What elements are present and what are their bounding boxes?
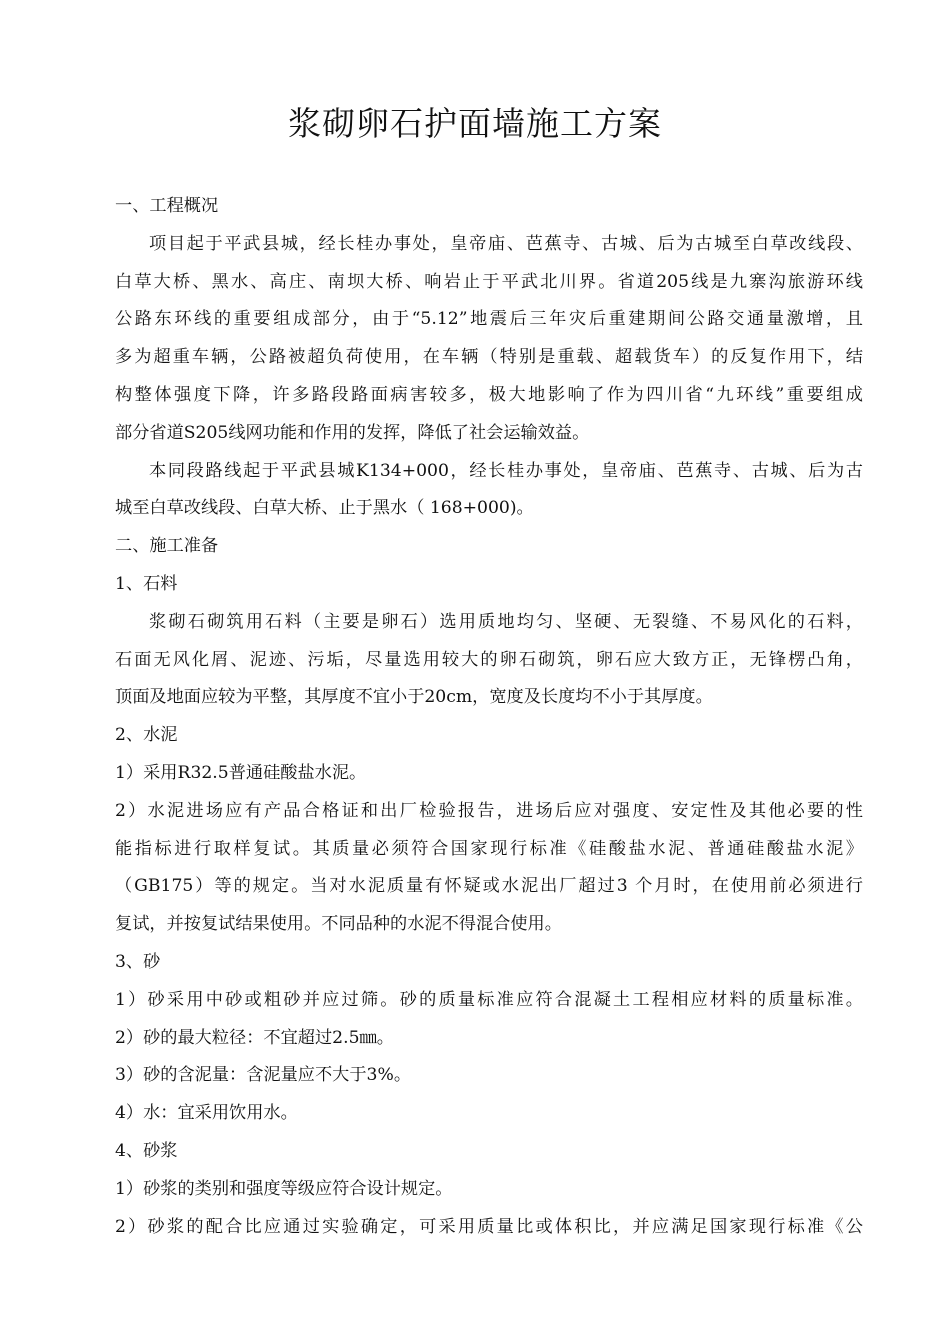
text-line: 3）砂的含泥量：含泥量应不大于3%。 — [115, 1065, 412, 1086]
text-line: 1）砂采用中砂或粗砂并应过筛。砂的质量标准应符合混凝土工程相应材料的质量标准。 — [115, 989, 863, 1010]
text-line: 能指标进行取样复试。其质量必须符合国家现行标准《硅酸盐水泥、普通硅酸盐水泥》 — [115, 838, 863, 859]
text-line: 项目起于平武县城，经长桂办事处，皇帝庙、芭蕉寺、古城、后为古城至白草改线段、 — [149, 233, 863, 254]
text-line: 公路东环线的重要组成部分，由于“5.12”地震后三年灾后重建期间公路交通量激增，且 — [115, 309, 863, 330]
text-line: 2、水泥 — [115, 725, 178, 746]
text-line: 本同段路线起于平武县城K134+000，经长桂办事处，皇帝庙、芭蕉寺、古城、后为古 — [149, 460, 863, 481]
text-line: 顶面及地面应较为平整，其厚度不宜小于20cm，宽度及长度均不小于其厚度。 — [115, 687, 713, 708]
text-line: 二、施工准备 — [115, 536, 219, 557]
text-line: 石面无风化屑、泥迹、污垢，尽量选用较大的卵石砌筑，卵石应大致方正，无锋楞凸角， — [115, 649, 863, 670]
text-line: 部分省道S205线网功能和作用的发挥，降低了社会运输效益。 — [115, 422, 590, 443]
text-line: 2）砂的最大粒径：不宜超过2.5㎜。 — [115, 1027, 394, 1048]
text-line: 构整体强度下降，许多路段路面病害较多，极大地影响了作为四川省“九环线”重要组成 — [115, 384, 863, 405]
text-line: 1、石料 — [115, 573, 178, 594]
text-line: 浆砌石砌筑用石料（主要是卵石）选用质地均匀、坚硬、无裂缝、不易风化的石料， — [149, 611, 863, 632]
text-line: 多为超重车辆，公路被超负荷使用，在车辆（特别是重载、超载货车）的反复作用下，结 — [115, 347, 863, 368]
text-line: 4）水：宜采用饮用水。 — [115, 1103, 298, 1124]
document-body — [115, 188, 863, 1246]
text-line: 复试，并按复试结果使用。不同品种的水泥不得混合使用。 — [115, 914, 562, 935]
text-line: 2）砂浆的配合比应通过实验确定，可采用质量比或体积比，并应满足国家现行标准《公 — [115, 1216, 863, 1237]
text-line: 3、砂 — [115, 951, 161, 972]
text-line: 一、工程概况 — [115, 196, 219, 216]
text-line: 城至白草改线段、白草大桥、止于黑水（ 168+000)。 — [115, 498, 534, 519]
text-line: （GB175）等的规定。当对水泥质量有怀疑或水泥出厂超过3 个月时，在使用前必须进行 — [115, 876, 863, 897]
document-title: 浆砌卵石护面墙施工方案 — [288, 104, 662, 143]
text-line: 1）砂浆的类别和强度等级应符合设计规定。 — [115, 1178, 453, 1199]
text-line: 2）水泥进场应有产品合格证和出厂检验报告，进场后应对强度、安定性及其他必要的性 — [115, 800, 863, 821]
text-line: 白草大桥、黑水、高庄、南坝大桥、响岩止于平武北川界。省道205线是九寨沟旅游环线 — [115, 271, 863, 292]
text-line: 4、砂浆 — [115, 1140, 178, 1161]
text-line: 1）采用R32.5普通硅酸盐水泥。 — [115, 762, 367, 783]
